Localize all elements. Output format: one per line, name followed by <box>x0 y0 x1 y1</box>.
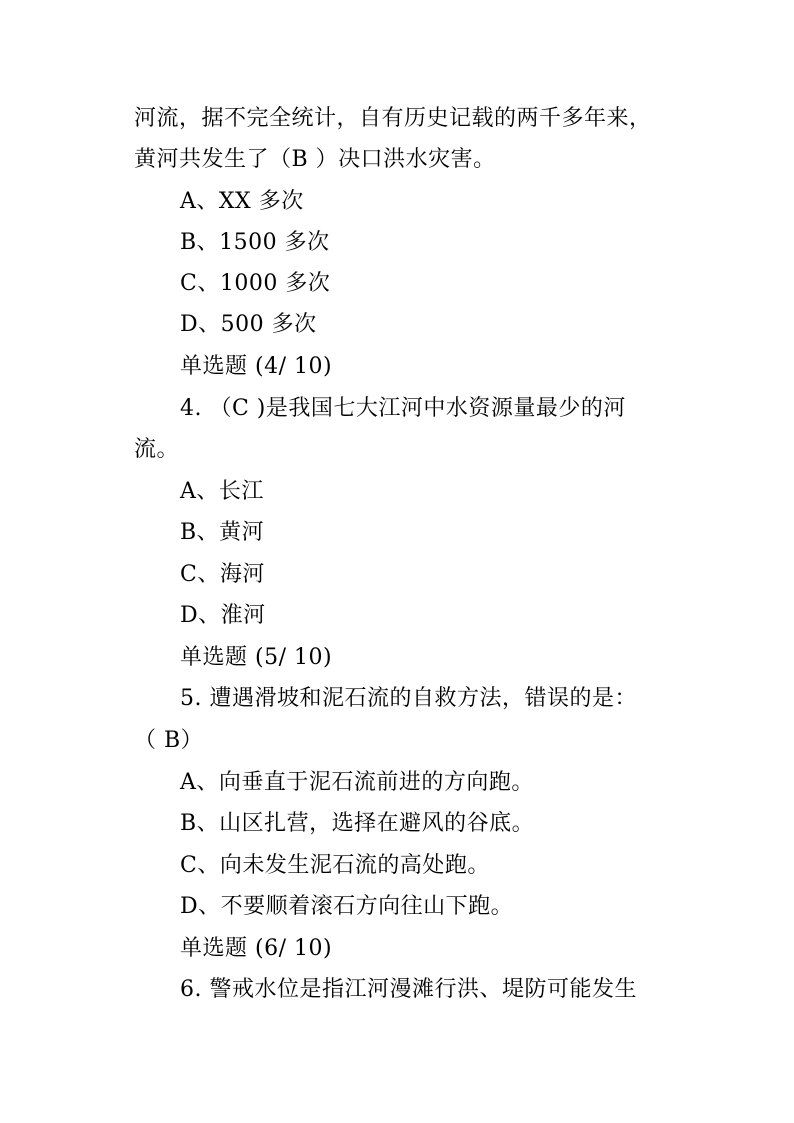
question-5-option-d: D、不要顺着滚石方向往山下跑。 <box>180 894 514 919</box>
question-3-stem-line-1: 河流，据不完全统计，自有历史记载的两千多年来， <box>134 106 652 131</box>
question-3-option-b: B、1500 多次 <box>180 230 330 255</box>
question-5-option-a: A、向垂直于泥石流前进的方向跑。 <box>180 770 534 795</box>
question-4-option-d: D、淮河 <box>180 603 266 628</box>
question-5-stem-line-1: 5. 遭遇滑坡和泥石流的自救方法，错误的是： <box>180 686 637 711</box>
question-4-option-c: C、海河 <box>180 562 265 587</box>
question-4-stem-line-1: 4. （C )是我国七大江河中水资源量最少的河 <box>180 396 626 421</box>
question-5-header: 单选题 (5/ 10) <box>180 645 333 670</box>
question-3-option-a: A、XX 多次 <box>180 189 304 214</box>
question-6-header: 单选题 (6/ 10) <box>180 936 333 961</box>
question-4-option-b: B、黄河 <box>180 520 265 545</box>
question-3-option-c: C、1000 多次 <box>180 271 331 296</box>
question-5-stem-line-2: （ B） <box>134 728 204 753</box>
question-4-option-a: A、长江 <box>180 479 264 504</box>
question-3-stem-line-2: 黄河共发生了（B ）决口洪水灾害。 <box>134 147 496 172</box>
question-4-stem-line-2: 流。 <box>134 437 180 462</box>
question-5-option-c: C、向未发生泥石流的高处跑。 <box>180 853 490 878</box>
question-5-option-b: B、山区扎营，选择在避风的谷底。 <box>180 811 535 836</box>
question-6-stem-line-1: 6. 警戒水位是指江河漫滩行洪、堤防可能发生 <box>180 977 637 1002</box>
question-4-header: 单选题 (4/ 10) <box>180 354 333 379</box>
question-3-option-d: D、500 多次 <box>180 312 317 337</box>
